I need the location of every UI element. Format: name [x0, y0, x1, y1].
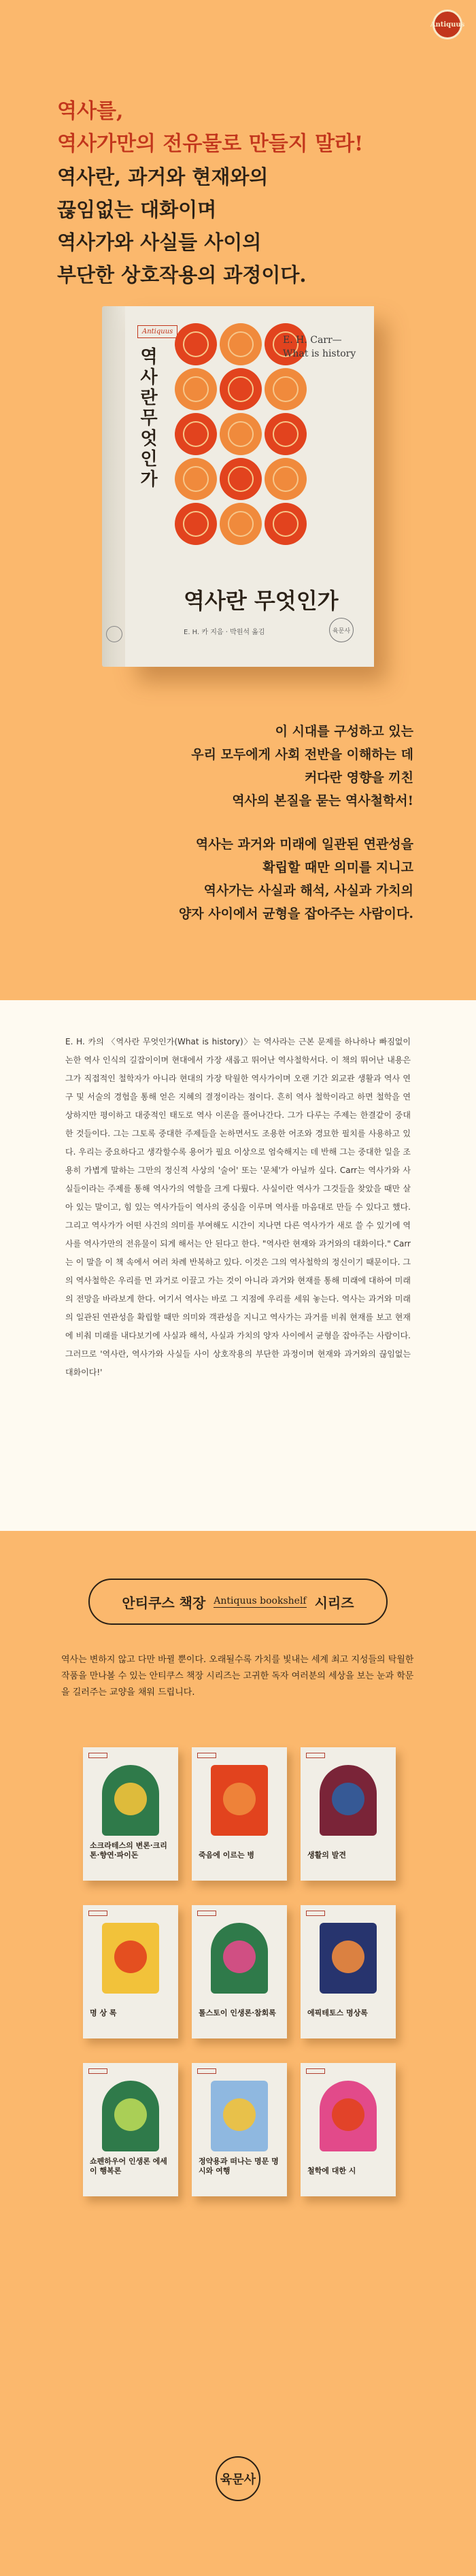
bottom-publisher-logo: 육문사 [216, 2456, 260, 2501]
cover-vertical-title: 역사란무엇인가 [140, 347, 158, 490]
thumb-accent-shape [332, 1941, 364, 1973]
thumb-cover-art [320, 2081, 377, 2151]
cover-circle [265, 368, 307, 410]
thumb-title: 에픽테토스 명상록 [307, 2009, 368, 2017]
series-book-thumb [301, 2063, 396, 2196]
headline [57, 95, 363, 291]
series-title [88, 1579, 388, 1625]
series-book-thumb [301, 1747, 396, 1881]
thumb-accent-shape [332, 2098, 364, 2131]
right-text-2-1: 역사는 과거와 미래에 일관된 연관성을 [195, 837, 413, 852]
headline-dark-3: 역사가와 사실들 사이의 [57, 231, 262, 254]
cover-author-en [283, 333, 356, 361]
cover-korean-title: 역사란 무엇인가 [184, 588, 339, 614]
top-logo-text: Antiquus [430, 20, 465, 29]
thumb-cover-art [102, 1923, 159, 1994]
thumb-title: 쇼펜하우어 인생론 에세이 행복론 [90, 2157, 167, 2175]
series-title-ko-2: 시리즈 [314, 1594, 354, 1611]
series-book-thumb [83, 2063, 178, 2196]
series-book-thumb [192, 1747, 287, 1881]
cover-circle [265, 503, 307, 545]
thumb-badge [306, 1911, 325, 1916]
thumb-badge [88, 2068, 107, 2074]
book-cover-image [102, 306, 374, 667]
cover-circle [175, 458, 217, 500]
cover-circle [220, 323, 262, 365]
right-text-1-4: 역사의 본질을 묻는 역사철학서! [232, 793, 413, 808]
thumb-badge [88, 1911, 107, 1916]
thumb-badge [197, 1911, 216, 1916]
series-title-en: Antiquus bookshelf [214, 1596, 307, 1606]
series-book-thumb [192, 1905, 287, 2038]
thumb-badge [197, 1753, 216, 1758]
cover-author-line-1: E. H. Carr— [283, 335, 342, 346]
cover-credit: E. H. 카 지음 · 박원석 옮김 [184, 629, 265, 636]
cover-circle [175, 368, 217, 410]
thumb-title: 생활의 발견 [307, 1851, 346, 1860]
book-spine [102, 306, 125, 667]
right-text-2-3: 역사가는 사실과 해석, 사실과 가치의 [203, 883, 413, 898]
headline-dark-4: 부단한 상호작용의 과정이다. [57, 263, 307, 286]
right-text-1-3: 커다란 영향을 끼친 [304, 770, 413, 785]
thumb-accent-shape [114, 1941, 147, 1973]
thumb-badge [306, 1753, 325, 1758]
right-text-2-4: 양자 사이에서 균형을 잡아주는 사람이다. [178, 906, 413, 921]
cover-circle [175, 323, 217, 365]
publisher-seal-icon [430, 10, 465, 39]
cover-circle [220, 413, 262, 455]
hero-section [0, 0, 476, 1000]
series-title-ko-1: 안티쿠스 책장 [122, 1594, 206, 1611]
series-book-thumb [83, 1905, 178, 2038]
thumb-cover-art [102, 2081, 159, 2151]
essay-paragraph: E. H. 카의 〈역사란 무엇인가(What is history)〉는 역사라는 근본 문제를 하나하나 빠짐없이 논한 역사 인식의 길잡이이며 현대에서 가장 새롭고 뛰어난 역사철학서다. 이 책의 뛰어난 내용은 그가 직접적인 철학자가 아니라 현대의 가장 탁월한 역사가이며 오랜 기간 외교관 생활과 역사 연구 및 서술의 경험을 통해 얻은 지혜의 결정이라는 점이다. 흔히 역사 철학이라고 하면 철학을 연상하지만 평이하고 대중적인 태도로 역사 이론을 풀어나간다. 그가 다루는 주제는 한결같이 중대한 것들이다. 그는 그토록 중대한 주제들을 논하면서도 조용한 어조와 경묘한 필치를 사용하고 있다. 우리는 중요하다고 생각할수록 용어가 필요 이상으로 엄숙해지는 데 반해 그는 중대한 일을 조용히 가볍게 말하는 그만의 정신적 사상의 '술어' 또는 '문체'가 아닐까 싶다. Carr는 역사가와 사실들이라는 주제를 통해 역사가의 역할을 크게 다뤘다. 사실이란 역사가 그것들을 찾았을 때만 살아 있는 말이고, 힘 있는 역사가들이 역사의 중심을 이루며 역사를 마음대로 만들 수 있다고 했다. 그리고 역사가가 어떤 사건의 의미를 부여해도 시간이 지나면 다른 역사가가 새로 쓸 수 있기에 역사를 역사가만의 전유물이 되게 해서는 안 된다고 한다. "역사란 현재와 과거와의 대화이다." Carr는 이 말을 이 책 속에서 여러 차례 반복하고 있다. 이것은 그의 역사철학의 정신이기 때문이다. 그의 역사철학은 우리를 먼 과거로 이끌고 가는 것이 아니라 과거와 현재를 통해 미래에 대하여 미래의 전망을 바라보게 한다. 여기서 역사는 바로 그 지점에 우리를 세워 놓는다. 역사는 과거와 미래의 일관된 연관성을 확립할 때만 의미와 객관성을 지니고 역사가는 과거를 비춰 현재를 보고 현재에 비춰 미래를 내다보기에 사실과 해석, 사실과 가치의 양자 사이에서 균형을 잡아주는 사람이다. 그러므로 '역사란, 역사가와 사실들 사이 상호작용의 부단한 과정이며 현재와 과거와의 끊임없는 대화이다!' [65, 1037, 411, 1377]
cover-circle [220, 503, 262, 545]
thumb-accent-shape [114, 1783, 147, 1815]
thumb-title: 죽음에 이르는 병 [199, 1851, 255, 1860]
thumb-title: 명 상 록 [90, 2009, 117, 2017]
cover-circle [175, 413, 217, 455]
headline-dark-2: 끊임없는 대화이며 [57, 198, 217, 221]
thumb-title: 톨스토이 인생론·참회록 [199, 2009, 276, 2017]
cover-circle [220, 458, 262, 500]
essay-section [0, 1000, 476, 1531]
thumb-cover-art [320, 1765, 377, 1836]
headline-dark-1: 역사란, 과거와 현재와의 [57, 165, 269, 188]
thumb-title: 소크라테스의 변론·크리톤·향연·파이돈 [90, 1841, 167, 1860]
right-text-2-2: 확립할 때만 의미를 지니고 [262, 860, 413, 875]
cover-circle [265, 458, 307, 500]
thumb-accent-shape [223, 1941, 256, 1973]
thumb-cover-art [211, 1765, 268, 1836]
thumb-cover-art [211, 1923, 268, 1994]
thumb-cover-art [102, 1765, 159, 1836]
cover-circle [220, 368, 262, 410]
thumb-cover-art [211, 2081, 268, 2151]
spacer [179, 812, 413, 833]
essay-body [65, 1033, 411, 1382]
headline-red-1: 역사를, [57, 99, 124, 123]
thumb-title: 정약용과 떠나는 명문 명시와 여행 [199, 2157, 279, 2175]
thumb-cover-art [320, 1923, 377, 1994]
thumb-badge [88, 1753, 107, 1758]
thumb-accent-shape [223, 1783, 256, 1815]
hero-right-text [179, 720, 413, 925]
series-description: 역사는 변하지 않고 다만 바뀔 뿐이다. 오래될수록 가치를 빛내는 세계 최고 지성들의 탁월한 작품을 만나볼 수 있는 안티쿠스 책장 시리즈는 고귀한 독자 여러분의 세상을 보는 눈과 학문을 길러주는 교양을 채워 드립니다. [61, 1655, 414, 1698]
right-text-1-2: 우리 모두에게 사회 전반을 이해하는 데 [191, 747, 413, 762]
book-front [125, 306, 374, 667]
series-book-thumb [83, 1747, 178, 1881]
right-text-1-1: 이 시대를 구성하고 있는 [275, 724, 413, 739]
series-book-thumb [192, 2063, 287, 2196]
thumb-title: 철학에 대한 시 [307, 2166, 356, 2175]
thumb-accent-shape [332, 1783, 364, 1815]
thumb-badge [197, 2068, 216, 2074]
cover-author-line-2: What is history [283, 348, 356, 359]
cover-publisher-mark: 육문사 [329, 618, 354, 642]
series-book-thumb [301, 1905, 396, 2038]
cover-circle [265, 413, 307, 455]
series-section [0, 1531, 476, 2576]
thumb-accent-shape [223, 2098, 256, 2131]
cover-badge: Antiquus [137, 325, 177, 338]
cover-circle [175, 503, 217, 545]
spine-publisher-icon [106, 626, 122, 642]
thumb-badge [306, 2068, 325, 2074]
thumb-accent-shape [114, 2098, 147, 2131]
headline-red-2: 역사가만의 전유물로 만들지 말라! [57, 132, 364, 156]
